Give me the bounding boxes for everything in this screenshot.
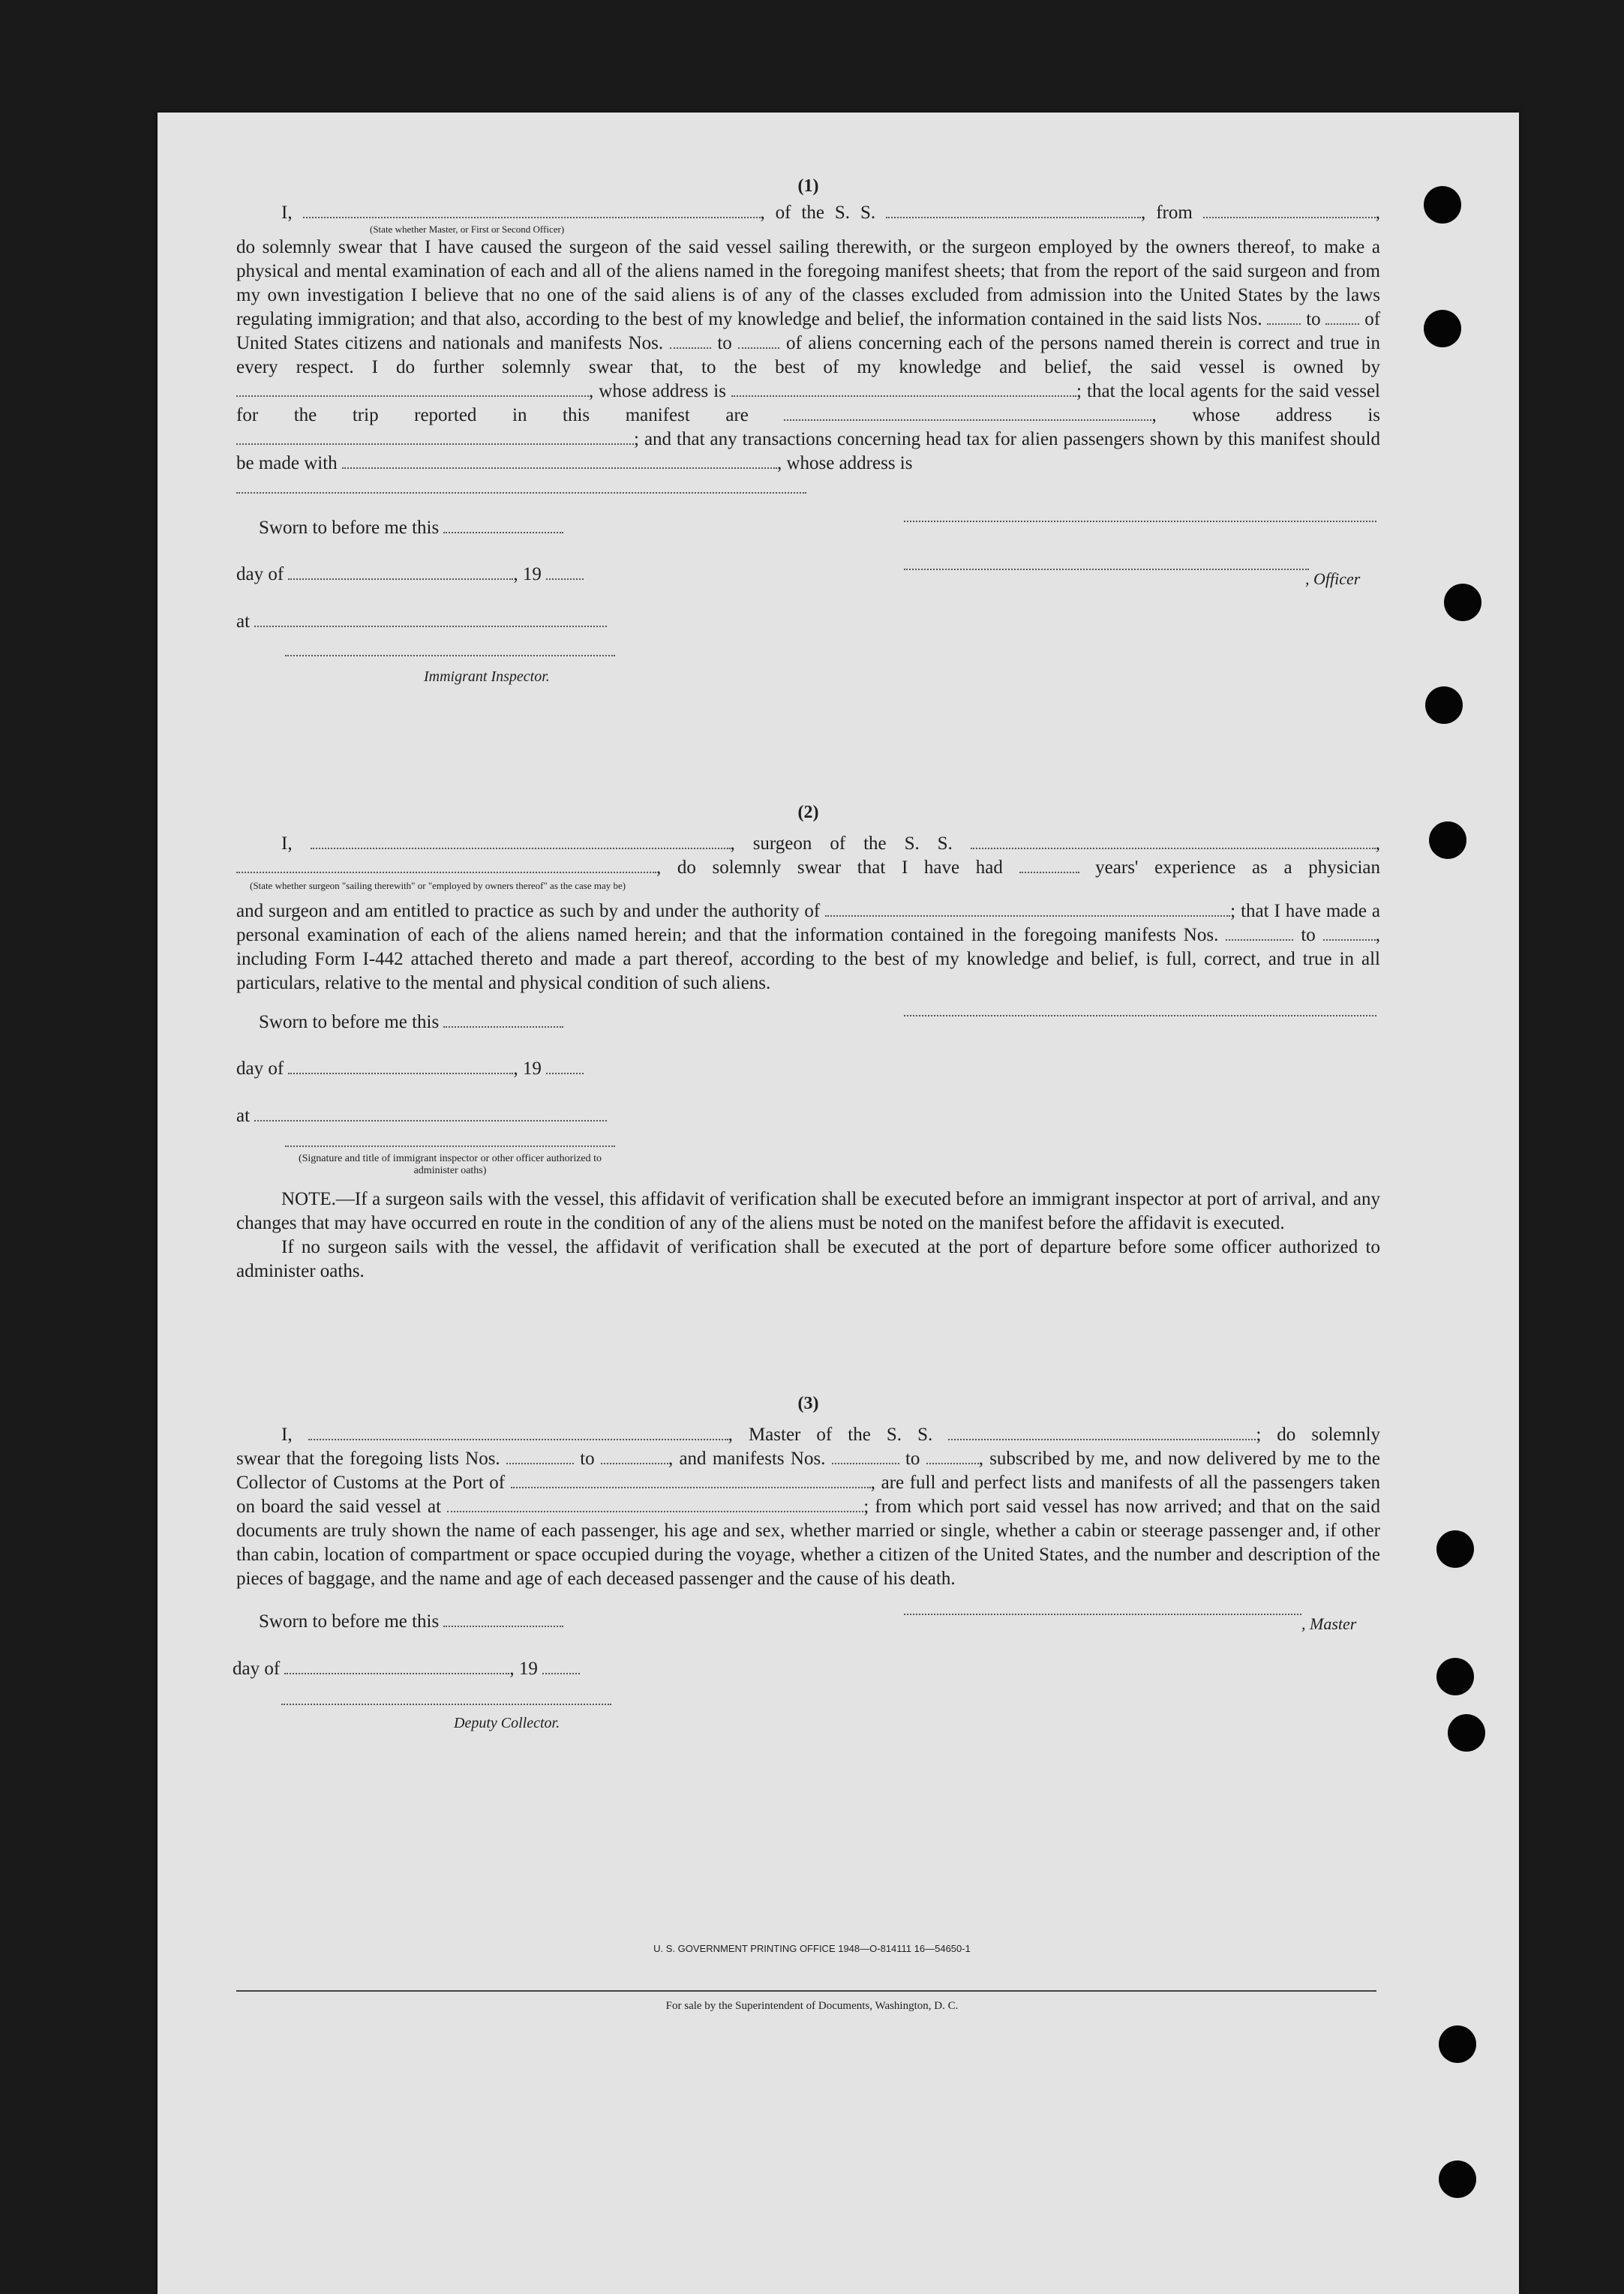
at-label: at <box>236 1106 251 1126</box>
section-3-oath-block: Sworn to before me this , Master day of , 19 Deputy Collector. <box>236 1591 1380 1764</box>
port-of-arrival-field[interactable] <box>511 1473 871 1488</box>
inspector-signature-field[interactable] <box>285 1145 615 1147</box>
officer-title-field[interactable] <box>904 569 1309 570</box>
note-no-surgeon: If no surgeon sails with the vessel, the affidavit of verification shall be executed at the port of departure before some officer authorized to administer oaths. <box>236 1237 1380 1281</box>
month-field[interactable] <box>288 1059 513 1074</box>
month-field[interactable] <box>288 565 513 580</box>
vessel-owner-field[interactable] <box>236 382 589 397</box>
alien-manifest-from-field[interactable] <box>670 334 711 349</box>
sworn-day-field[interactable] <box>443 1612 563 1627</box>
surgeon-status-note: (State whether surgeon "sailing therewith" or "employed by owners thereof" as the case may be) <box>250 880 626 891</box>
head-tax-contact-field[interactable] <box>342 454 777 469</box>
master-name-field[interactable] <box>308 1425 728 1440</box>
head-tax-address-field[interactable] <box>236 479 806 494</box>
officer-signature-field[interactable] <box>904 521 1376 522</box>
section-3-heading: (3) <box>797 1394 819 1413</box>
owner-address-field[interactable] <box>731 382 1076 397</box>
port-of-embarkation-field[interactable] <box>447 1497 863 1512</box>
binder-hole <box>1444 584 1481 621</box>
citizen-list-to-field[interactable] <box>1325 310 1359 325</box>
sale-notice: For sale by the Superintendent of Documents, Washington, D. C. <box>665 2000 959 2012</box>
printing-office-line: U. S. GOVERNMENT PRINTING OFFICE 1948—O-814111 16—54650-1 <box>653 1943 971 1954</box>
sworn-label: Sworn to before me this <box>259 1012 440 1032</box>
place-field[interactable] <box>254 1106 607 1121</box>
officer-line: I, , of the S. S. , from , <box>281 203 1380 223</box>
deputy-collector-label: Deputy Collector. <box>454 1715 560 1731</box>
lists-from-field[interactable] <box>506 1449 574 1464</box>
signature-title-note: (Signature and title of immigrant inspector or other officer authorized to administer oaths) <box>298 1153 602 1176</box>
note-surgeon-sails: NOTE.—If a surgeon sails with the vessel, this affidavit of verification shall be executed before an immigrant inspector at port of arrival, and any changes that may have occurred en route in the condition of any of the aliens must be noted on the manifest before the affidavit is executed. <box>236 1189 1380 1233</box>
sworn-label: Sworn to before me this <box>259 1611 440 1632</box>
year-field[interactable] <box>542 1659 580 1674</box>
officer-name-field[interactable] <box>303 203 761 218</box>
sworn-day-field[interactable] <box>443 518 563 533</box>
manifests-to-field[interactable] <box>926 1449 979 1464</box>
local-agents-field[interactable] <box>784 406 1151 421</box>
sworn-label: Sworn to before me this <box>259 518 440 538</box>
inspector-label: Immigrant Inspector. <box>424 668 550 685</box>
section-2-oath-block: Sworn to before me this day of , 19 at (Signature and title of immigrant inspector or other officer authorized to administer oaths) <box>236 995 1380 1183</box>
sworn-day-field[interactable] <box>443 1013 563 1028</box>
surgeon-status-line: , do solemnly swear that I have had years' experience as a physician <box>236 856 1380 880</box>
at-label: at <box>236 611 251 632</box>
surgeon-status-field[interactable] <box>236 858 656 873</box>
surgeon-manifest-to-field[interactable] <box>1323 926 1376 941</box>
departure-port-field[interactable] <box>1203 203 1376 218</box>
form-content <box>233 113 1381 1764</box>
section-1-heading: (1) <box>797 176 819 196</box>
agents-address-field[interactable] <box>236 430 634 445</box>
year-field[interactable] <box>546 1059 584 1074</box>
citizen-list-from-field[interactable] <box>1267 310 1301 325</box>
vessel-name-field[interactable] <box>886 203 1141 218</box>
surgeon-line: I, , surgeon of the S. S. , <box>281 833 1381 854</box>
binder-hole <box>1436 1530 1474 1568</box>
section-2-body: and surgeon and am entitled to practice as such by and under the authority of ; that I have made a personal examination of each of the aliens named herein; and that the information contained in the foregoing manifests Nos. to , including Form I-442 attached thereto and made a part thereof, according to the best of my knowledge and belief, is full, correct, and true in all particulars, relative to the mental and physical condition of such aliens. <box>236 901 1381 993</box>
section-1-oath-block: Sworn to before me this day of , 19 , Officer at Immigrant Inspector. <box>236 494 1380 711</box>
master-vessel-field[interactable] <box>948 1425 1256 1440</box>
binder-hole <box>1424 310 1461 347</box>
month-field[interactable] <box>284 1659 509 1674</box>
years-experience-field[interactable] <box>1019 858 1079 873</box>
section-1-body: do solemnly swear that I have caused the surgeon of the said vessel sailing therewith, or the surgeon employed by the owners thereof, to make a physical and mental examination of each and all of the aliens named in the foregoing manifest sheets; that from the report of the said surgeon and from my own investigation I believe that no one of the said aliens is of any of the classes excluded from admission into the United States by the laws regulating immigration; and that also, according to the best of my knowledge and belief, the information contained in the said lists Nos. to of United States citizens and nationals and manifests Nos. to of aliens concerning each of the persons named therein is correct and true in every respect. I do further solemnly swear that, to the best of my knowledge and belief, the said vessel is owned by , whose address is ; that the local agents for the said vessel for the trip reported in this manifest are , whose address is ; and that any transactions concerning head tax for alien passengers shown by this manifest should be made with , whose address is <box>236 237 1381 473</box>
section-2-heading: (2) <box>797 803 819 822</box>
day-of-label: day of <box>236 564 284 584</box>
lists-to-field[interactable] <box>601 1449 668 1464</box>
footer-divider <box>236 1990 1376 1992</box>
collector-signature-field[interactable] <box>281 1704 611 1705</box>
officer-label: , Officer <box>1305 569 1361 588</box>
surgeon-manifest-from-field[interactable] <box>1226 926 1293 941</box>
binder-hole <box>1439 2160 1476 2198</box>
surgeon-name-field[interactable] <box>311 834 731 849</box>
master-label: , Master <box>1301 1614 1357 1633</box>
binder-hole <box>1436 1658 1474 1695</box>
manifests-from-field[interactable] <box>832 1449 899 1464</box>
binder-hole <box>1429 821 1466 859</box>
binder-hole <box>1439 2025 1476 2063</box>
binder-hole <box>1424 186 1461 224</box>
master-line: I, , Master of the S. S. ; do solemnly <box>281 1425 1381 1445</box>
surgeon-signature-field[interactable] <box>904 1015 1376 1016</box>
year-field[interactable] <box>546 565 584 580</box>
place-field[interactable] <box>254 612 607 627</box>
day-of-label: day of <box>233 1659 281 1679</box>
alien-manifest-to-field[interactable] <box>738 334 779 349</box>
day-of-label: day of <box>236 1058 284 1079</box>
section-3-body: swear that the foregoing lists Nos. to , and manifests Nos. to , subscribed by me, and now delivered by me to the Collector of Customs at the Port of , are full and perfect lists and manifests of all the passengers taken on board the said vessel at ; from which port said vessel has now arrived; and that on the said documents are truly shown the name of each passenger, his age and sex, whether married or single, whether a cabin or steerage passenger and, if other than cabin, location of compartment or space occupied during the voyage, whether a citizen of the United States, and the number and description of the pieces of baggage, and the name and age of each deceased passenger and the cause of his death. <box>236 1449 1381 1589</box>
master-signature-field[interactable] <box>904 1614 1301 1615</box>
binder-hole <box>1448 1714 1485 1752</box>
officer-rank-note: (State whether Master, or First or Second Officer) <box>370 224 565 235</box>
surgeon-vessel-field[interactable] <box>971 834 1376 849</box>
inspector-signature-field[interactable] <box>285 655 615 656</box>
binder-hole <box>1425 686 1463 724</box>
practice-authority-field[interactable] <box>825 902 1230 917</box>
